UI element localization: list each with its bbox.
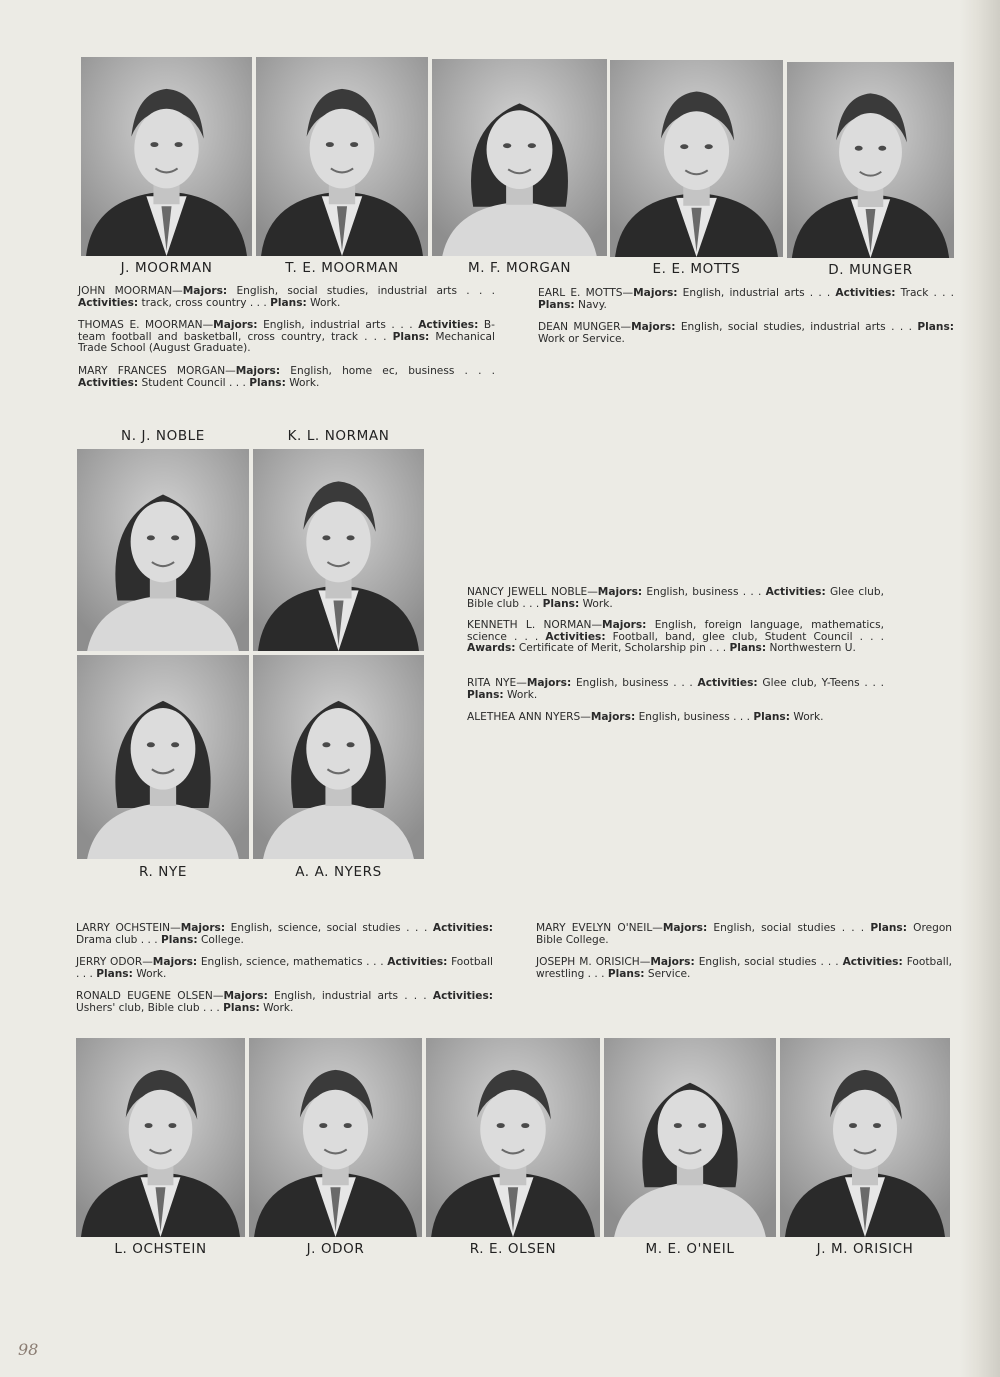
bio-majors: English, science, social studies (230, 922, 401, 934)
student-bio (467, 712, 884, 724)
bio-dash: — (212, 990, 224, 1002)
left-eye (849, 1123, 857, 1128)
face (658, 1090, 723, 1170)
portrait-photo (76, 1038, 245, 1237)
student-bio (536, 923, 952, 946)
bio-separator: . . . (804, 287, 836, 299)
right-eye (344, 1123, 352, 1128)
portrait-image (249, 1038, 422, 1237)
bio-separator: . . . (358, 330, 393, 343)
bio-dash: — (142, 956, 153, 968)
portrait-image (610, 60, 783, 257)
face (303, 1090, 368, 1170)
bio-plans-label: Plans: (870, 922, 907, 934)
right-eye (873, 1123, 881, 1128)
portrait-photo (604, 1038, 776, 1237)
bio-activities: B-team football and basketball, cross country, track (78, 319, 495, 343)
bio-separator: . . . (400, 922, 433, 934)
face (306, 502, 370, 583)
bio-dash: — (620, 321, 632, 333)
bio-activities: Ushers' club, Bible club (76, 1001, 200, 1014)
bio-separator: . . . (76, 967, 97, 980)
bio-activities: Drama club (76, 933, 138, 946)
bio-activities: track, cross country (141, 296, 247, 309)
bio-majors: English, social studies, industrial arts (680, 321, 886, 333)
bio-full-name: EARL E. MOTTS (538, 287, 623, 299)
face (134, 109, 198, 189)
bio-activities-label: Activities: (697, 677, 758, 689)
bio-majors-label: Majors: (631, 321, 676, 333)
face (310, 109, 375, 189)
bio-plans: Work. (310, 296, 341, 309)
bio-full-name: KENNETH L. NORMAN (467, 619, 592, 631)
bio-plans: Work. (136, 967, 167, 980)
right-eye (350, 142, 358, 147)
bio-majors: English, social studies (698, 956, 817, 968)
left-eye (147, 742, 155, 747)
bio-separator: . . . (729, 711, 754, 723)
bio-dash: — (225, 365, 236, 377)
portrait-photo (256, 57, 428, 256)
portrait-image (76, 1038, 245, 1237)
bio-dash: — (639, 956, 651, 968)
bio-full-name: RITA NYE (467, 677, 517, 689)
student-caption: A. A. NYERS (295, 864, 382, 880)
right-eye (347, 535, 355, 540)
bio-separator: . . . (859, 677, 884, 689)
bio-separator: . . . (199, 1001, 224, 1014)
bio-activities: Track (900, 287, 929, 299)
bio-separator: . . . (816, 956, 843, 968)
bio-separator: . . . (738, 586, 766, 598)
bio-majors-label: Majors: (597, 586, 643, 598)
bio-plans: Oregon Bible College. (536, 922, 953, 946)
bio-dash: — (622, 287, 634, 299)
portrait-photo (610, 60, 783, 257)
bio-activities: Student Council (141, 376, 226, 389)
left-eye (322, 535, 330, 540)
bio-majors: English, business (575, 677, 669, 689)
bio-activities: Glee club, Bible club (467, 586, 884, 610)
bio-majors: English, social studies (713, 922, 836, 934)
right-eye (171, 535, 179, 540)
portrait-image (432, 59, 607, 256)
portrait-photo (253, 449, 424, 651)
bio-majors-label: Majors: (213, 319, 258, 331)
student-caption: M. F. MORGAN (467, 260, 572, 276)
bio-full-name: RONALD EUGENE OLSEN (76, 990, 213, 1002)
bio-majors: English, business (646, 586, 739, 598)
left-eye (326, 142, 334, 147)
bio-plans-label: Plans: (753, 711, 790, 723)
bio-dash: — (580, 711, 591, 723)
bio-plans-label: Plans: (917, 321, 955, 333)
portrait-image (81, 57, 252, 256)
bio-plans-label: Plans: (467, 688, 504, 701)
bio-plans: Work or Service. (538, 332, 625, 345)
bio-awards: Certificate of Merit, Scholarship pin (518, 642, 706, 655)
portrait-photo (81, 57, 252, 256)
bio-activities-label: Activities: (432, 990, 494, 1002)
bio-plans: Navy. (578, 298, 607, 311)
face (131, 708, 196, 790)
bio-activities-label: Activities: (432, 922, 494, 934)
bio-full-name: MARY FRANCES MORGAN (78, 365, 226, 377)
bio-separator: . . . (456, 285, 495, 297)
right-eye (878, 146, 886, 151)
bio-full-name: JOSEPH M. ORISICH (536, 956, 640, 968)
bio-plans-label: Plans: (607, 967, 645, 980)
bio-separator: . . . (705, 642, 730, 655)
bio-majors: English, science, mathematics (200, 956, 363, 968)
bio-majors-label: Majors: (152, 956, 198, 968)
left-eye (674, 1123, 682, 1128)
portrait-image (426, 1038, 600, 1237)
student-caption: R. E. OLSEN (469, 1241, 557, 1257)
portrait-image (253, 449, 424, 651)
bio-activities-label: Activities: (835, 287, 896, 299)
bio-activities: Football, wrestling (536, 956, 953, 980)
student-bio (538, 322, 954, 345)
face (833, 1090, 897, 1170)
bio-majors-label: Majors: (526, 677, 572, 689)
student-bio (467, 678, 884, 701)
right-eye (171, 742, 179, 747)
student-bio (536, 957, 952, 980)
left-eye (855, 146, 863, 151)
bio-activities-label: Activities: (387, 956, 448, 968)
bio-separator: . . . (518, 597, 543, 610)
bio-majors-label: Majors: (650, 956, 695, 968)
bio-plans: Work. (582, 597, 613, 610)
bio-activities: Football (451, 956, 493, 968)
bio-activities-label: Activities: (765, 586, 826, 598)
bio-separator: . . . (852, 630, 884, 643)
bio-plans: Work. (507, 688, 538, 701)
bio-majors-label: Majors: (180, 922, 226, 934)
bio-separator: . . . (362, 956, 388, 968)
left-eye (503, 143, 511, 148)
bio-plans: Work. (793, 711, 824, 723)
face (131, 502, 196, 583)
bio-awards-label: Awards: (467, 642, 516, 655)
bio-separator: . . . (506, 630, 546, 643)
bio-plans: Mechanical Trade School (August Graduate). (78, 330, 495, 355)
bio-plans: College. (200, 933, 244, 946)
portrait-image (787, 62, 954, 258)
student-caption: L. OCHSTEIN (114, 1241, 207, 1257)
bio-plans: Northwestern U. (769, 642, 856, 655)
left-eye (147, 535, 155, 540)
bio-majors-label: Majors: (590, 711, 636, 723)
bio-majors-label: Majors: (235, 365, 281, 377)
bio-dash: — (652, 922, 663, 934)
right-eye (168, 1123, 176, 1128)
portrait-image (604, 1038, 776, 1237)
bio-majors: English, industrial arts (682, 287, 805, 299)
bio-plans-label: Plans: (96, 967, 133, 980)
bio-plans-label: Plans: (392, 330, 430, 343)
bio-separator: . . . (225, 376, 250, 389)
page-number: 98 (18, 1340, 39, 1359)
bio-plans-label: Plans: (538, 298, 575, 311)
bio-separator: . . . (668, 677, 698, 689)
bio-plans: Service. (647, 967, 691, 980)
bio-separator: . . . (885, 321, 918, 333)
right-eye (528, 143, 536, 148)
bio-activities-label: Activities: (78, 376, 139, 389)
student-caption: E. E. MOTTS (652, 261, 741, 277)
face (480, 1090, 546, 1170)
bio-majors-label: Majors: (633, 287, 678, 299)
right-eye (698, 1123, 706, 1128)
student-bio (538, 288, 954, 311)
face (129, 1090, 193, 1170)
bio-dash: — (172, 285, 183, 297)
face (487, 110, 553, 189)
bio-dash: — (170, 922, 181, 934)
bio-majors: English, industrial arts (274, 990, 399, 1002)
portrait-photo (77, 655, 249, 859)
student-bio (78, 286, 495, 309)
portrait-photo (249, 1038, 422, 1237)
bio-plans-label: Plans: (542, 597, 580, 610)
left-eye (497, 1123, 505, 1128)
bio-separator: . . . (584, 967, 608, 980)
bio-full-name: ALETHEA ANN NYERS (467, 711, 581, 723)
portrait-image (256, 57, 428, 256)
bio-majors: English, home ec, business (290, 365, 455, 377)
portrait-photo (432, 59, 607, 256)
bio-full-name: DEAN MUNGER (538, 321, 621, 333)
portrait-photo (787, 62, 954, 258)
bio-full-name: LARRY OCHSTEIN (76, 922, 171, 934)
bio-activities-label: Activities: (842, 956, 903, 968)
student-bio (76, 957, 493, 980)
bio-plans-label: Plans: (160, 933, 198, 946)
bio-plans-label: Plans: (223, 1001, 260, 1014)
student-bio (467, 620, 884, 655)
bio-majors: English, social studies, industrial arts (236, 285, 457, 297)
right-eye (705, 144, 713, 149)
bio-dash: — (587, 586, 598, 598)
bio-activities: Glee club, Y-Teens (762, 677, 860, 689)
student-caption: R. NYE (139, 864, 187, 880)
bio-separator: . . . (137, 933, 161, 946)
student-caption: J. ODOR (306, 1241, 365, 1257)
bio-majors-label: Majors: (662, 922, 708, 934)
bio-separator: . . . (246, 296, 271, 309)
right-eye (347, 742, 355, 747)
bio-separator: . . . (928, 287, 954, 299)
student-caption: N. J. NOBLE (121, 428, 205, 444)
bio-separator: . . . (835, 922, 871, 934)
student-bio (78, 366, 495, 389)
bio-separator: . . . (398, 990, 433, 1002)
face (839, 113, 902, 191)
student-caption: M. E. O'NEIL (645, 1241, 735, 1257)
bio-full-name: MARY EVELYN O'NEIL (536, 922, 653, 934)
student-caption: J. MOORMAN (120, 260, 213, 276)
page-binding-edge (960, 0, 1000, 1377)
bio-plans-label: Plans: (249, 376, 286, 389)
bio-activities-label: Activities: (418, 319, 479, 331)
bio-plans-label: Plans: (729, 642, 767, 655)
student-caption: D. MUNGER (828, 262, 913, 278)
student-caption: T. E. MOORMAN (285, 260, 399, 276)
student-bio (76, 923, 493, 946)
right-eye (175, 142, 183, 147)
bio-majors: English, foreign language, mathematics, science (467, 619, 884, 643)
portrait-image (253, 655, 424, 859)
face (306, 708, 370, 790)
face (664, 111, 729, 190)
left-eye (150, 142, 158, 147)
portrait-photo (426, 1038, 600, 1237)
bio-full-name: THOMAS E. MOORMAN (78, 319, 203, 331)
portrait-photo (780, 1038, 950, 1237)
bio-majors: English, business (638, 711, 730, 723)
bio-dash: — (202, 319, 214, 331)
student-bio (467, 587, 884, 610)
bio-plans-label: Plans: (270, 296, 307, 309)
left-eye (322, 742, 330, 747)
bio-separator: . . . (385, 319, 419, 331)
bio-plans: Work. (263, 1001, 294, 1014)
left-eye (680, 144, 688, 149)
left-eye (319, 1123, 327, 1128)
bio-dash: — (516, 677, 527, 689)
bio-majors-label: Majors: (223, 990, 268, 1002)
right-eye (521, 1123, 529, 1128)
portrait-image (77, 449, 249, 651)
bio-full-name: JERRY ODOR (76, 956, 143, 968)
bio-majors: English, industrial arts (263, 319, 386, 331)
student-caption: K. L. NORMAN (287, 428, 390, 444)
bio-plans: Work. (289, 376, 320, 389)
bio-activities-label: Activities: (78, 296, 139, 309)
student-bio (78, 320, 495, 355)
portrait-image (780, 1038, 950, 1237)
bio-majors-label: Majors: (602, 619, 647, 631)
portrait-image (77, 655, 249, 859)
bio-activities-label: Activities: (545, 630, 606, 643)
bio-activities: Football, band, glee club, Student Council (612, 630, 853, 643)
student-caption: J. M. ORISICH (816, 1241, 914, 1257)
portrait-photo (77, 449, 249, 651)
bio-full-name: NANCY JEWELL NOBLE (467, 586, 588, 598)
bio-full-name: JOHN MOORMAN (78, 285, 173, 297)
bio-dash: — (591, 619, 603, 631)
portrait-photo (253, 655, 424, 859)
student-bio (76, 991, 493, 1014)
bio-majors-label: Majors: (182, 285, 228, 297)
left-eye (145, 1123, 153, 1128)
bio-separator: . . . (454, 365, 496, 377)
